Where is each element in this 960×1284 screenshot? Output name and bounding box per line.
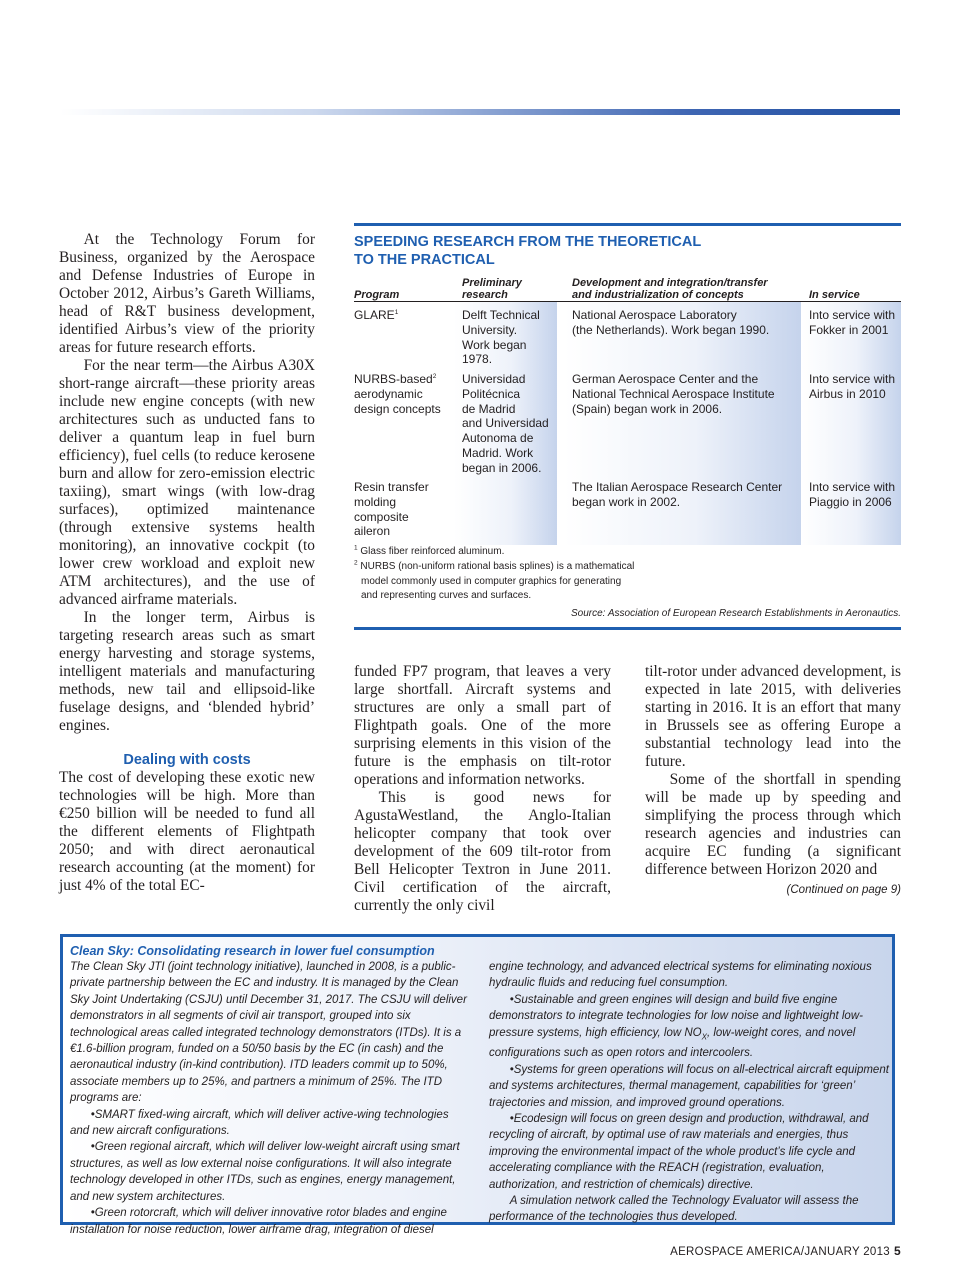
clean-sky-sidebar bbox=[60, 934, 895, 1236]
body-column-middle bbox=[354, 663, 611, 915]
cell-development: German Aerospace Center and the National Technical Aerospace Institute (Spain) began work in 2006. bbox=[572, 372, 775, 416]
table-source: Source: Association of European Research Establishments in Aeronautics. bbox=[571, 608, 901, 619]
table-title bbox=[354, 233, 754, 269]
footer-publication: AEROSPACE AMERICA/JANUARY 2013 bbox=[670, 1246, 891, 1258]
cell-program: Resin transfer molding composite aileron bbox=[354, 480, 429, 539]
paragraph: tilt-rotor under advanced development, is expected in late 2015, with deliveries starting in 2016. It is an effort that many in Brussels see as offering Europe a substantial technology lead into the future. bbox=[645, 663, 901, 770]
header-preliminary: Preliminary research bbox=[462, 277, 522, 301]
header-in-service: In service bbox=[809, 289, 860, 301]
table-title-line: SPEEDING RESEARCH FROM THE THEORETICAL bbox=[354, 234, 702, 250]
page-footer bbox=[670, 1244, 901, 1258]
table-bottom-rule bbox=[354, 627, 901, 630]
page-number: 5 bbox=[894, 1244, 901, 1258]
sidebar-bullet: •Green rotorcraft, which will deliver innovative rotor blades and engine installation for noise reduction, lower airframe drag, integration of diesel bbox=[70, 1207, 447, 1236]
table-top-rule bbox=[354, 223, 901, 226]
body-column-right bbox=[645, 663, 901, 899]
cell-development: The Italian Aerospace Research Center began work in 2002. bbox=[572, 480, 783, 509]
cell-preliminary: Universidad Politécnica de Madrid and Universidad Autonoma de Madrid. Work began in 2006. bbox=[462, 372, 549, 475]
research-table bbox=[354, 223, 901, 630]
sidebar-bullet: •Ecodesign will focus on green design and production, withdrawal, and recycling of aircraft, by optimal use of raw materials and energies, thus improving the environmental impact of the whole product’s life cycle and accelerating compliance with the REACH (registration, evaluation, authorization, and restriction of chemicals) directive. bbox=[489, 1112, 869, 1191]
sidebar-bullet: •Systems for green operations will focus on all-electrical aircraft equipment and systems architectures, thermal management, capabilities for ‘green’ trajectories and mission, and improved ground operations. bbox=[489, 1063, 889, 1109]
sidebar-bullet: •Sustainable and green engines will design and build five engine demonstrators to integrate technologies for low noise and lightweight low-pressure systems, high efficiency, low $NO_X$, low-weight cores, and novel configurations such as open rotors and intercoolers. bbox=[489, 993, 863, 1060]
paragraph: For the near term—the Airbus A30X short-range aircraft—these priority areas include new engine concepts (with new architectures such as unducted fans to deliver a quantum leap in fuel burn efficiency), fuel cells (to reduce kerosene burn and allow for zero-emission electric taxiing), smart wings (with low-drag surfaces), optimized maintenance (through extensive systems health monitoring), an innovative cockpit (to lower crew workload and exploit new ATM architectures), and the use of advanced airframe materials. bbox=[59, 357, 315, 608]
cell-program: NURBS-based$^2$ aerodynamic design concepts bbox=[354, 372, 441, 416]
table-footnote: $^2$ NURBS (non-uniform rational basis splines) is a mathematical model commonly used in computer graphics for generating and representing curves and surfaces. bbox=[354, 559, 635, 601]
sidebar-title: Clean Sky: Consolidating research in lower fuel consumption bbox=[70, 944, 435, 958]
paragraph: At the Technology Forum for Business, organized by the Aerospace and Defense Industries of Europe in October 2012, Airbus’s Gareth Williams, head of R&T business development, identified Airbus’s view of the priority areas for future research efforts. bbox=[59, 231, 315, 356]
cell-preliminary: Delft Technical University. Work began 1978. bbox=[462, 308, 540, 367]
table-title-line: TO THE PRACTICAL bbox=[354, 252, 495, 268]
sidebar-column-right bbox=[489, 959, 889, 1226]
top-decorative-rule bbox=[60, 109, 900, 115]
cell-in-service: Into service with Airbus in 2010 bbox=[809, 372, 896, 401]
sidebar-paragraph: A simulation network called the Technology Evaluator will assess the performance of the technologies thus developed. bbox=[489, 1194, 859, 1224]
cell-in-service: Into service with Piaggio in 2006 bbox=[809, 480, 896, 509]
sidebar-bullet: •SMART fixed-wing aircraft, which will deliver active-wing technologies and new aircraft configurations. bbox=[70, 1108, 449, 1138]
header-development: Development and integration/transfer and industrialization of concepts bbox=[572, 277, 768, 301]
table-footnote: $^1$ Glass fiber reinforced aluminum. bbox=[354, 544, 505, 557]
cell-in-service: Into service with Fokker in 2001 bbox=[809, 308, 896, 337]
paragraph: Some of the shortfall in spending will be made up by speeding and simplifying the process through which research agencies and industries can acquire EC funding (a significant difference between Horizon 2020 and bbox=[645, 771, 901, 878]
sidebar-paragraph: engine technology, and advanced electrical systems for eliminating noxious hydraulic fluids and reducing fuel consumption. bbox=[489, 961, 872, 990]
paragraph: In the longer term, Airbus is targeting research areas such as smart energy harvesting and storage systems, intelligent materials and manufacturing methods, new tail and ellipsoid-like fuselage designs, and ‘blended hybrid’ engines. bbox=[59, 609, 315, 734]
cell-development: National Aerospace Laboratory (the Netherlands). Work began 1990. bbox=[572, 308, 770, 337]
paragraph: funded FP7 program, that leaves a very large shortfall. Aircraft systems and structures are only a small part of Flightpath goals. One of the more surprising elements in this vision of the future is the emphasis on tilt-rotor operations and information networks. bbox=[354, 663, 611, 788]
sidebar-bullet: •Green regional aircraft, which will deliver low-weight aircraft using smart structures, as well as low external noise configurations. It will also integrate technology developed in other ITDs, such as engines, energy management, and new system architectures. bbox=[70, 1141, 460, 1203]
paragraph: The cost of developing these exotic new technologies will be high. More than €250 billion will be needed to fund all the different elements of Flightpath 2050; and with direct aeronautical research accounting (at the moment) for just 4% of the total EC- bbox=[59, 769, 315, 894]
cell-program: GLARE$^1$ bbox=[354, 308, 399, 322]
continued-note: (Continued on page 9) bbox=[786, 884, 901, 896]
section-subhead: Dealing with costs bbox=[123, 752, 251, 768]
header-program: Program bbox=[354, 289, 400, 301]
sidebar-paragraph: The Clean Sky JTI (joint technology initiative), launched in 2008, is a public-private partnership between the EC and industry. It is managed by the Clean Sky Joint Undertaking (CSJU) until December 31, 2017. The CSJU will deliver demonstrators in all segments of civil air transport, grouped into six technological areas called integrated technology demonstrators (ITDs). It is a €1.6-billion program, funded on a 50/50 basis by the EC (in cash) and the aeronautical industry (in-kind contribution). ITD leaders commit up to 50%, associate members up to 25%, and partners a minimum of 25%. The ITD programs are: bbox=[70, 961, 467, 1105]
sidebar-column-left bbox=[70, 943, 468, 1238]
body-column-left bbox=[59, 231, 315, 895]
paragraph: This is good news for AgustaWestland, the Anglo-Italian helicopter company that took over development of the 609 tilt-rotor from Bell Helicopter Textron in June 2011. Civil certification of the aircraft, currently the only civil bbox=[354, 789, 611, 914]
